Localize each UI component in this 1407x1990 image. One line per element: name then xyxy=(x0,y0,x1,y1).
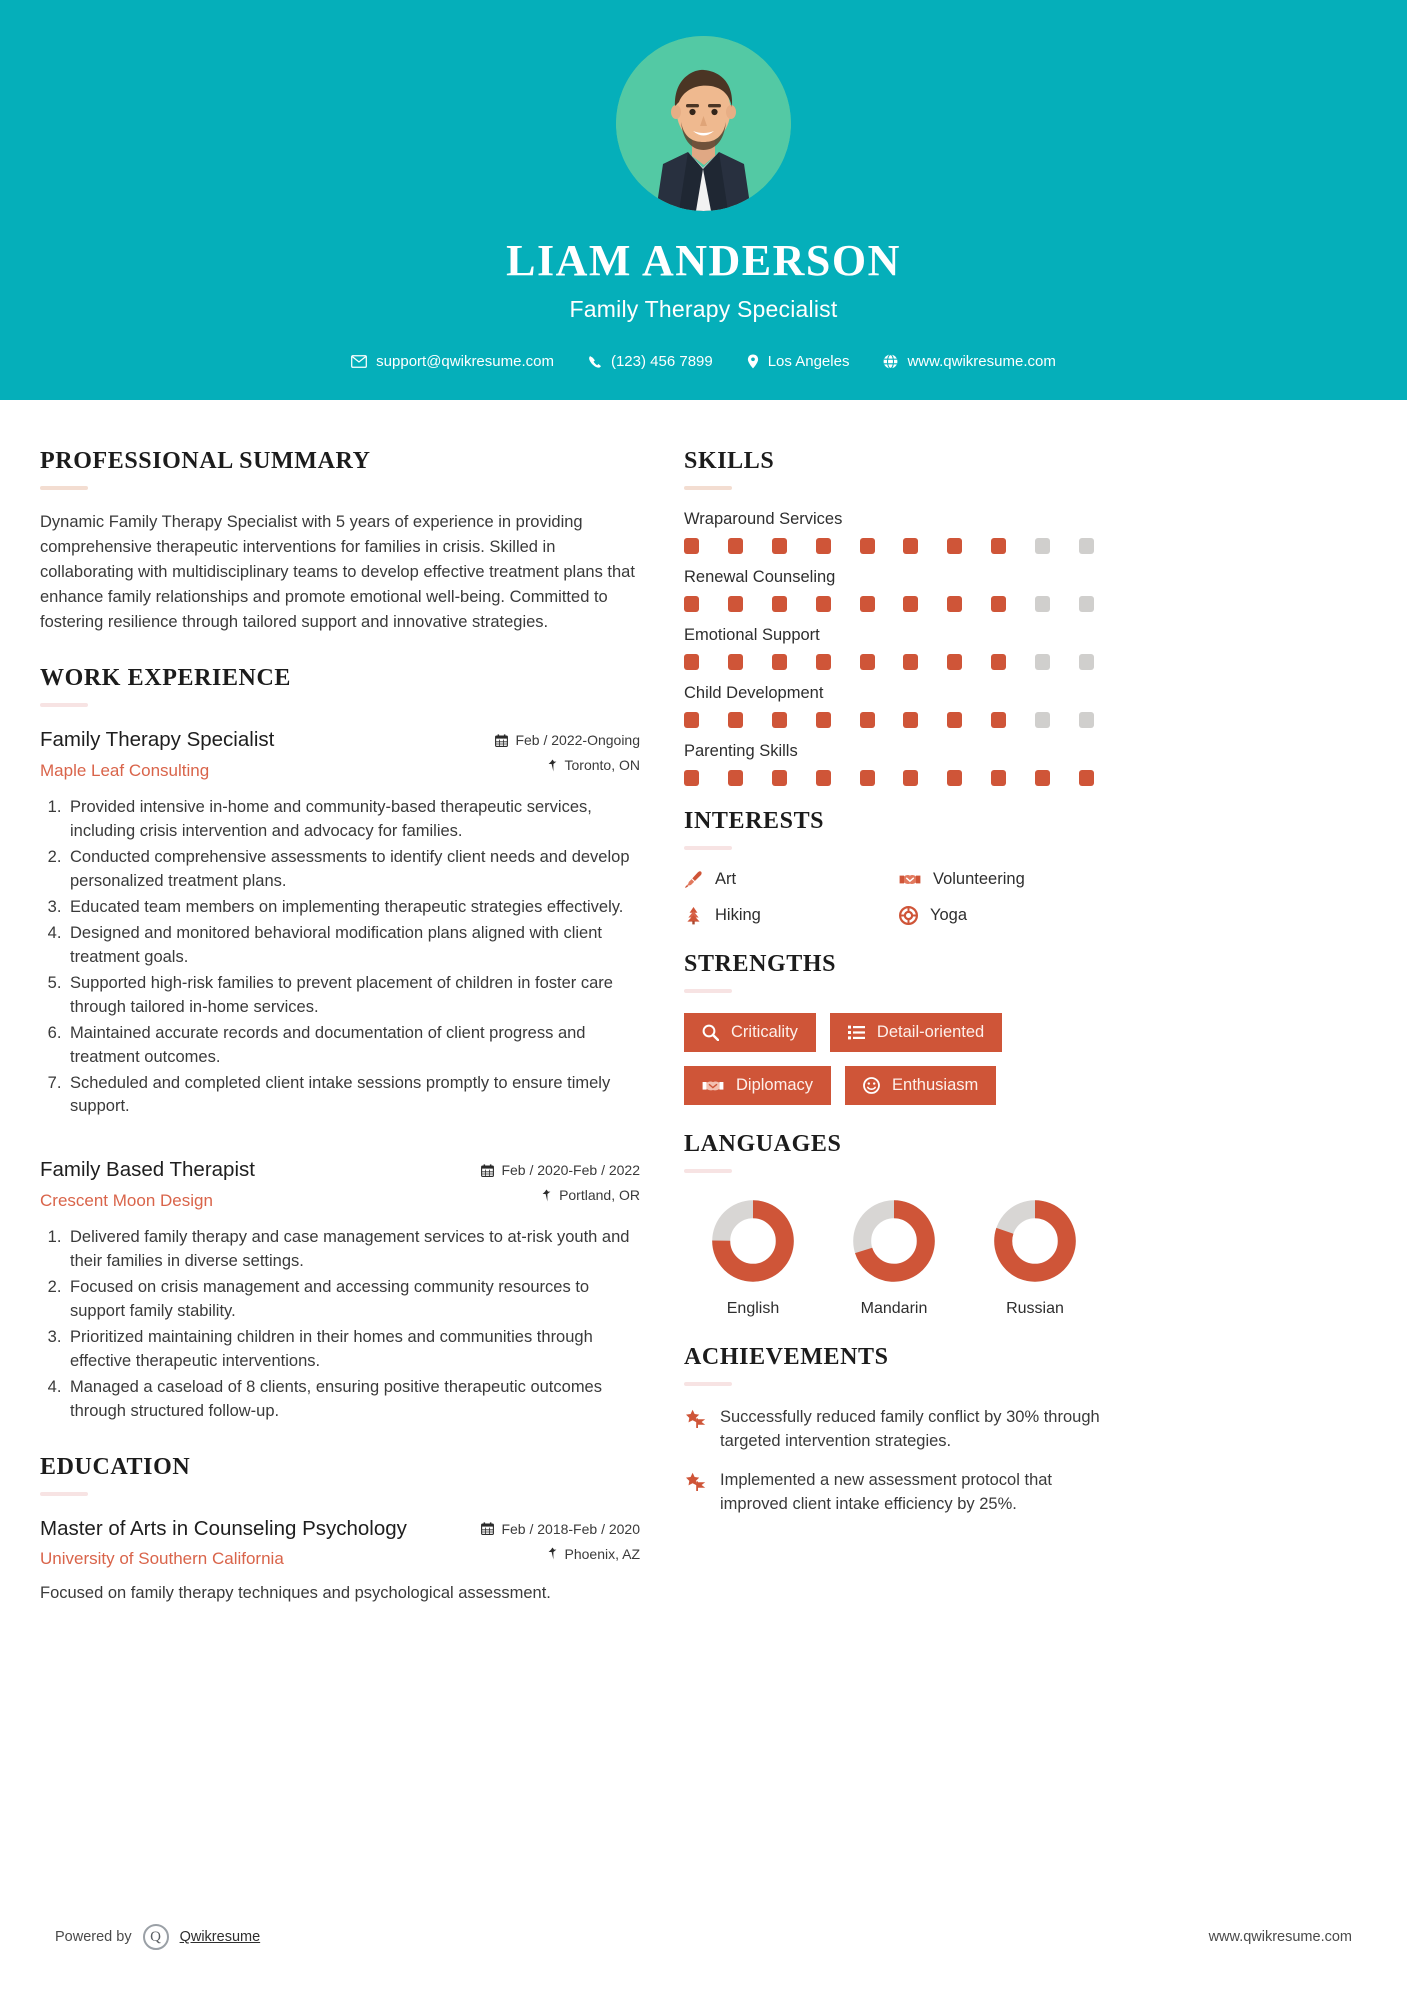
strength-chip-diplomacy[interactable] xyxy=(684,1066,831,1105)
list-icon xyxy=(848,1025,865,1040)
achievement-item xyxy=(684,1469,1104,1517)
skill-dot xyxy=(1035,538,1050,554)
skill-dot xyxy=(991,596,1006,612)
skill-label: Emotional Support xyxy=(684,626,820,644)
skill-dot xyxy=(772,596,787,612)
achievement-text: Implemented a new assessment protocol that improved client intake efficiency by 25%. xyxy=(720,1470,1053,1513)
pin-icon xyxy=(547,1547,558,1560)
skill-dot xyxy=(903,596,918,612)
contact-phone-text: (123) 456 7899 xyxy=(610,353,713,370)
job-company: Maple Leaf Consulting xyxy=(40,761,210,781)
duty-item: 3. Prioritized maintaining children in their homes and communities through effective therapeutic interventions. xyxy=(66,1326,640,1374)
interest-item-yoga xyxy=(899,906,1104,925)
job-meta xyxy=(481,1157,640,1212)
language-donut-english xyxy=(711,1199,795,1283)
job-dates xyxy=(495,732,640,748)
job-location-text: Toronto, ON xyxy=(564,757,640,774)
left-column xyxy=(40,448,640,1614)
skill-dot xyxy=(816,538,831,554)
achievement-item xyxy=(684,1406,1104,1454)
skill-dot xyxy=(903,712,918,728)
lifebuoy-icon xyxy=(899,906,918,925)
education-school: University of Southern California xyxy=(40,1549,284,1569)
education-description: Focused on family therapy techniques and psychological assessment. xyxy=(40,1583,551,1602)
footer xyxy=(0,1924,1407,1950)
calendar-icon xyxy=(495,734,508,747)
language-item xyxy=(698,1199,808,1318)
footer-brand-link[interactable]: Qwikresume xyxy=(179,1929,261,1945)
qwikresume-logo-icon: Q xyxy=(143,1924,169,1950)
section-rule xyxy=(684,1169,732,1173)
section-interests xyxy=(684,808,1104,925)
skill-dot xyxy=(684,596,699,612)
contact-location-text: Los Angeles xyxy=(767,353,850,370)
duty-item: 2. Conducted comprehensive assessments to identify client needs and develop personalized treatment plans. xyxy=(66,846,640,894)
language-label: English xyxy=(726,1300,780,1317)
achievements-heading: ACHIEVEMENTS xyxy=(684,1344,889,1370)
skill-dot xyxy=(816,654,831,670)
skill-rating xyxy=(684,654,1094,670)
job-location-text: Portland, OR xyxy=(559,1187,640,1204)
magnifier-icon xyxy=(702,1024,719,1041)
skill-rating xyxy=(684,770,1094,786)
education-meta xyxy=(481,1516,640,1571)
section-rule xyxy=(684,846,732,850)
skill-dot xyxy=(903,654,918,670)
skill-dot xyxy=(903,770,918,786)
handshake-icon xyxy=(899,871,921,888)
language-donut-mandarin xyxy=(852,1199,936,1283)
skill-item xyxy=(684,510,1104,554)
calendar-icon xyxy=(481,1164,494,1177)
skill-dot xyxy=(772,538,787,554)
strengths-heading: STRENGTHS xyxy=(684,951,837,977)
skill-dot xyxy=(684,770,699,786)
skill-dot xyxy=(1079,770,1094,786)
contact-email-text: support@qwikresume.com xyxy=(376,353,554,370)
education-degree: Master of Arts in Counseling Psychology xyxy=(40,1516,407,1540)
skill-dot xyxy=(772,770,787,786)
strength-label: Diplomacy xyxy=(736,1076,814,1095)
skill-dot xyxy=(903,538,918,554)
interest-label: Yoga xyxy=(930,906,968,924)
skills-heading: SKILLS xyxy=(684,448,775,474)
skill-dot xyxy=(816,770,831,786)
section-rule xyxy=(684,1382,732,1386)
contact-location[interactable] xyxy=(730,353,867,370)
calendar-icon xyxy=(481,1522,494,1535)
language-item xyxy=(839,1199,949,1318)
contact-website[interactable] xyxy=(866,353,1072,370)
education-location xyxy=(481,1546,640,1562)
skill-rating xyxy=(684,596,1094,612)
tree-icon xyxy=(684,906,703,925)
job-company: Crescent Moon Design xyxy=(40,1191,213,1211)
interest-item-volunteering xyxy=(899,870,1104,889)
header-job-title: Family Therapy Specialist xyxy=(569,296,838,322)
interest-label: Art xyxy=(715,870,737,888)
job-dates-text: Feb / 2022-Ongoing xyxy=(515,732,640,749)
skill-dot xyxy=(991,712,1006,728)
skill-dot xyxy=(816,596,831,612)
skill-dot xyxy=(772,712,787,728)
footer-powered-by: Powered by xyxy=(55,1929,132,1945)
skill-dot xyxy=(1079,712,1094,728)
section-rule xyxy=(40,486,88,490)
section-rule xyxy=(684,989,732,993)
section-rule xyxy=(40,1492,88,1496)
resume-header xyxy=(0,0,1407,400)
languages-heading: LANGUAGES xyxy=(684,1131,842,1157)
skill-dot xyxy=(1079,596,1094,612)
job-role: Family Based Therapist xyxy=(40,1158,255,1182)
skill-dot xyxy=(947,654,962,670)
duty-item: 1. Delivered family therapy and case management services to at-risk youth and their families in diverse settings. xyxy=(66,1226,640,1274)
duty-item: 4. Designed and monitored behavioral modification plans aligned with client treatment goals. xyxy=(66,922,640,970)
skill-dot xyxy=(947,770,962,786)
star-badge-icon xyxy=(684,1469,706,1497)
summary-heading: PROFESSIONAL SUMMARY xyxy=(40,448,371,474)
section-languages xyxy=(684,1131,1104,1318)
phone-icon xyxy=(588,355,602,369)
contact-row xyxy=(334,353,1073,370)
interest-label: Volunteering xyxy=(933,870,1025,888)
experience-item xyxy=(40,1157,640,1423)
job-meta xyxy=(495,727,640,782)
language-label: Mandarin xyxy=(860,1300,928,1317)
star-badge-icon xyxy=(684,1406,706,1434)
interest-label: Hiking xyxy=(715,906,761,924)
skill-rating xyxy=(684,712,1094,728)
job-duties xyxy=(40,796,640,1119)
skill-dot xyxy=(1079,538,1094,554)
contact-phone[interactable] xyxy=(571,353,730,370)
skill-dot xyxy=(1035,712,1050,728)
skill-dot xyxy=(728,538,743,554)
job-role: Family Therapy Specialist xyxy=(40,728,275,752)
paintbrush-icon xyxy=(684,870,703,889)
job-dates xyxy=(481,1162,640,1178)
pin-icon xyxy=(541,1189,552,1202)
skill-item xyxy=(684,742,1104,786)
skill-dot xyxy=(947,596,962,612)
skill-dot xyxy=(860,596,875,612)
language-item xyxy=(980,1199,1090,1318)
section-strengths xyxy=(684,951,1104,1105)
contact-email[interactable] xyxy=(334,353,571,370)
achievement-text: Successfully reduced family conflict by 30% through targeted intervention strategies. xyxy=(720,1408,1100,1450)
skill-item xyxy=(684,684,1104,728)
job-duties xyxy=(40,1226,640,1423)
education-heading: EDUCATION xyxy=(40,1453,191,1480)
education-dates-text: Feb / 2018-Feb / 2020 xyxy=(501,1520,640,1537)
skill-item xyxy=(684,626,1104,670)
smiley-icon xyxy=(863,1077,880,1094)
duty-item: 5. Supported high-risk families to prevent placement of children in foster care through tailored in-home services. xyxy=(66,972,640,1020)
skill-label: Wraparound Services xyxy=(684,510,843,528)
strength-label: Enthusiasm xyxy=(892,1076,979,1095)
summary-text: Dynamic Family Therapy Specialist with 5 years of experience in providing comprehensive therapeutic interventions for families in crisis. Skilled in collaborating with multidisciplinary teams to develop effective treatment plans that enhance family relationships and promote emotional well-being. Committed to fostering resilience through tailored support and innovative strategies. xyxy=(40,513,635,632)
page-title: LIAM ANDERSON xyxy=(506,236,901,285)
pin-icon xyxy=(547,759,558,772)
skill-rating xyxy=(684,538,1094,554)
skill-dot xyxy=(1035,654,1050,670)
duty-item: 3. Educated team members on implementing therapeutic strategies effectively. xyxy=(66,896,640,920)
language-label: Russian xyxy=(1006,1300,1064,1317)
skill-dot xyxy=(947,712,962,728)
skill-dot xyxy=(728,596,743,612)
job-location xyxy=(481,1187,640,1203)
interest-item-hiking xyxy=(684,906,889,925)
section-work-experience xyxy=(40,665,640,1423)
skill-dot xyxy=(684,654,699,670)
skill-dot xyxy=(1035,770,1050,786)
skill-label: Child Development xyxy=(684,684,824,702)
education-dates xyxy=(481,1521,640,1537)
skill-dot xyxy=(684,712,699,728)
duty-item: 4. Managed a caseload of 8 clients, ensuring positive therapeutic outcomes through structured follow-up. xyxy=(66,1376,640,1424)
section-rule xyxy=(40,703,88,707)
skill-dot xyxy=(728,770,743,786)
skill-dot xyxy=(991,770,1006,786)
job-location xyxy=(495,757,640,773)
skill-dot xyxy=(860,538,875,554)
duty-item: 7. Scheduled and completed client intake sessions promptly to ensure timely support. xyxy=(66,1072,640,1120)
section-achievements xyxy=(684,1344,1104,1517)
skill-dot xyxy=(991,538,1006,554)
job-dates-text: Feb / 2020-Feb / 2022 xyxy=(501,1162,640,1179)
interests-heading: INTERESTS xyxy=(684,808,825,834)
contact-website-text: www.qwikresume.com xyxy=(907,353,1056,370)
footer-website[interactable]: www.qwikresume.com xyxy=(1208,1929,1352,1945)
skill-dot xyxy=(860,654,875,670)
skill-dot xyxy=(728,654,743,670)
handshake-icon xyxy=(702,1078,724,1094)
skill-dot xyxy=(860,712,875,728)
right-column xyxy=(684,448,1104,1614)
strength-chip-detail-oriented[interactable] xyxy=(830,1013,1002,1052)
experience-heading: WORK EXPERIENCE xyxy=(40,665,292,692)
language-donut-russian xyxy=(993,1199,1077,1283)
strength-chip-criticality[interactable] xyxy=(684,1013,816,1052)
education-location-text: Phoenix, AZ xyxy=(564,1545,640,1562)
skill-dot xyxy=(684,538,699,554)
globe-icon xyxy=(883,354,898,369)
location-pin-icon xyxy=(747,354,759,369)
skill-dot xyxy=(1079,654,1094,670)
skill-dot xyxy=(772,654,787,670)
duty-item: 2. Focused on crisis management and accessing community resources to support family stability. xyxy=(66,1276,640,1324)
section-rule xyxy=(684,486,732,490)
duty-item: 1. Provided intensive in-home and community-based therapeutic services, including crisis intervention and advocacy for families. xyxy=(66,796,640,844)
section-education xyxy=(40,1454,640,1606)
strength-label: Detail-oriented xyxy=(876,1023,985,1042)
interest-item-art xyxy=(684,870,889,889)
skill-dot xyxy=(991,654,1006,670)
education-item xyxy=(40,1516,640,1606)
skill-dot xyxy=(816,712,831,728)
duty-item: 6. Maintained accurate records and documentation of client progress and treatment outcomes. xyxy=(66,1022,640,1070)
section-skills xyxy=(684,448,1104,786)
envelope-icon xyxy=(351,355,367,368)
avatar xyxy=(616,36,791,211)
strength-label: Criticality xyxy=(731,1023,798,1042)
skill-dot xyxy=(860,770,875,786)
skill-label: Renewal Counseling xyxy=(684,568,836,586)
section-professional-summary xyxy=(40,448,640,635)
skill-label: Parenting Skills xyxy=(684,742,798,760)
skill-dot xyxy=(947,538,962,554)
experience-item xyxy=(40,727,640,1119)
skill-dot xyxy=(728,712,743,728)
strength-chip-enthusiasm[interactable] xyxy=(845,1066,996,1105)
skill-item xyxy=(684,568,1104,612)
resume-body xyxy=(0,400,1407,1614)
avatar-photo xyxy=(616,36,791,211)
skill-dot xyxy=(1035,596,1050,612)
